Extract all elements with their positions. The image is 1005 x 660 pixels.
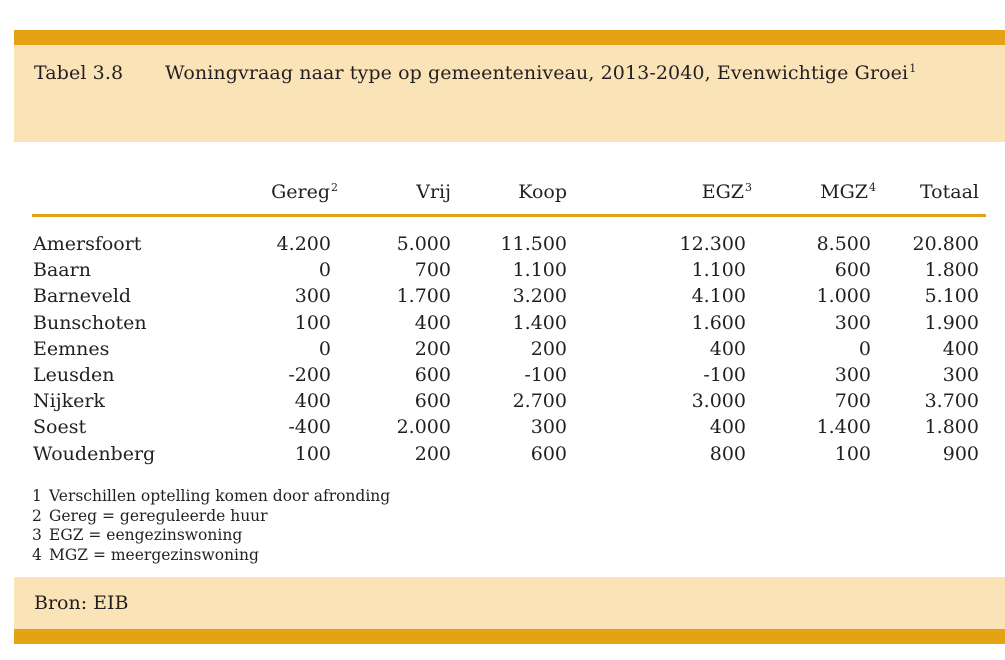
cell-koop: 200 — [530, 337, 567, 360]
footnote: 3 EGZ = eengezinswoning — [32, 526, 243, 544]
footnote: 1 Verschillen optelling komen door afronding — [32, 487, 391, 505]
column-header-mgz: MGZ$^4$ — [820, 181, 876, 203]
row-municipality: Eemnes — [33, 337, 110, 360]
cell-egz: 400 — [709, 416, 746, 439]
cell-totaal: 400 — [942, 337, 979, 360]
table-title: Woningvraag naar type op gemeenteniveau, 2013-2040, Evenwichtige Groei — [165, 62, 909, 84]
caption-band — [14, 45, 1005, 142]
cell-vrij: 5.000 — [396, 233, 451, 255]
cell-totaal: 300 — [942, 363, 979, 386]
cell-gereg: 4.200 — [276, 233, 331, 255]
row-municipality: Bunschoten — [33, 311, 147, 334]
source-band — [14, 577, 1005, 629]
cell-vrij: 700 — [414, 259, 451, 282]
table-row — [0, 233, 1005, 259]
table-row — [0, 390, 1005, 416]
cell-mgz: 700 — [834, 390, 871, 413]
cell-totaal: 1.800 — [924, 259, 979, 282]
row-municipality: Barneveld — [33, 285, 132, 308]
cell-mgz: 300 — [834, 311, 871, 334]
table-number: Tabel 3.8 — [34, 62, 124, 84]
cell-vrij: 1.700 — [396, 285, 451, 308]
cell-vrij: 600 — [414, 363, 451, 386]
row-municipality: Amersfoort — [33, 233, 142, 255]
cell-egz: 400 — [709, 337, 746, 360]
cell-mgz: 300 — [834, 363, 871, 386]
cell-koop: 600 — [530, 442, 567, 465]
cell-mgz: 100 — [834, 442, 871, 465]
cell-koop: 1.100 — [512, 259, 567, 282]
cell-totaal: 3.700 — [924, 390, 979, 413]
cell-totaal: 5.100 — [924, 285, 979, 308]
cell-totaal: 900 — [942, 442, 979, 465]
table-body — [0, 233, 1005, 469]
cell-koop: 3.200 — [512, 285, 567, 308]
cell-mgz: 8.500 — [816, 233, 871, 255]
row-municipality: Leusden — [33, 363, 115, 386]
column-header-egz: EGZ$^3$ — [701, 181, 752, 203]
row-municipality: Nijkerk — [33, 390, 105, 413]
cell-egz: 1.100 — [691, 259, 746, 282]
cell-vrij: 400 — [414, 311, 451, 334]
cell-egz: -100 — [703, 363, 746, 386]
column-header-koop: Koop — [518, 181, 567, 203]
cell-vrij: 600 — [414, 390, 451, 413]
header-divider — [32, 214, 986, 217]
table-row — [0, 364, 1005, 390]
cell-mgz: 600 — [834, 259, 871, 282]
cell-totaal: 1.800 — [924, 416, 979, 439]
cell-koop: 2.700 — [512, 390, 567, 413]
cell-gereg: 400 — [294, 390, 331, 413]
cell-koop: 11.500 — [500, 233, 567, 255]
footnote: 2 Gereg = gereguleerde huur — [32, 506, 268, 525]
row-municipality: Baarn — [33, 259, 91, 282]
row-municipality: Soest — [33, 416, 87, 439]
table-row — [0, 338, 1005, 364]
table-row — [0, 312, 1005, 338]
cell-gereg: -200 — [288, 363, 331, 386]
cell-gereg: 0 — [318, 337, 331, 360]
cell-egz: 3.000 — [691, 390, 746, 413]
footnotes — [32, 487, 390, 565]
footnote: 4 MGZ = meergezinswoning — [32, 545, 259, 564]
cell-vrij: 2.000 — [396, 416, 451, 439]
cell-mgz: 0 — [858, 337, 871, 360]
cell-gereg: 100 — [294, 442, 331, 465]
cell-mgz: 1.400 — [816, 416, 871, 439]
column-header-gereg: Gereg$^2$ — [271, 181, 338, 203]
cell-koop: 1.400 — [512, 311, 567, 334]
cell-egz: 800 — [709, 442, 746, 465]
cell-totaal: 20.800 — [912, 233, 979, 255]
cell-vrij: 200 — [414, 337, 451, 360]
cell-koop: 300 — [530, 416, 567, 439]
table-row — [0, 443, 1005, 469]
column-header-totaal: Totaal — [919, 181, 979, 203]
cell-egz: 4.100 — [691, 285, 746, 308]
title-footnote-ref: 1 — [909, 62, 917, 75]
cell-gereg: 0 — [318, 259, 331, 282]
table-row — [0, 285, 1005, 311]
cell-gereg: 100 — [294, 311, 331, 334]
cell-egz: 1.600 — [691, 311, 746, 334]
cell-gereg: -400 — [288, 416, 331, 439]
top-accent-bar — [14, 30, 1005, 45]
table-row — [0, 259, 1005, 285]
cell-vrij: 200 — [414, 442, 451, 465]
row-municipality: Woudenberg — [33, 442, 156, 465]
table-caption — [34, 62, 916, 84]
cell-gereg: 300 — [294, 285, 331, 308]
cell-egz: 12.300 — [679, 233, 746, 255]
bottom-accent-bar — [14, 629, 1005, 644]
cell-mgz: 1.000 — [816, 285, 871, 308]
column-header-row — [0, 181, 1005, 209]
cell-koop: -100 — [524, 363, 567, 386]
cell-totaal: 1.900 — [924, 311, 979, 334]
column-header-vrij: Vrij — [416, 181, 451, 203]
table-row — [0, 416, 1005, 442]
source-label: Bron: EIB — [34, 592, 129, 614]
